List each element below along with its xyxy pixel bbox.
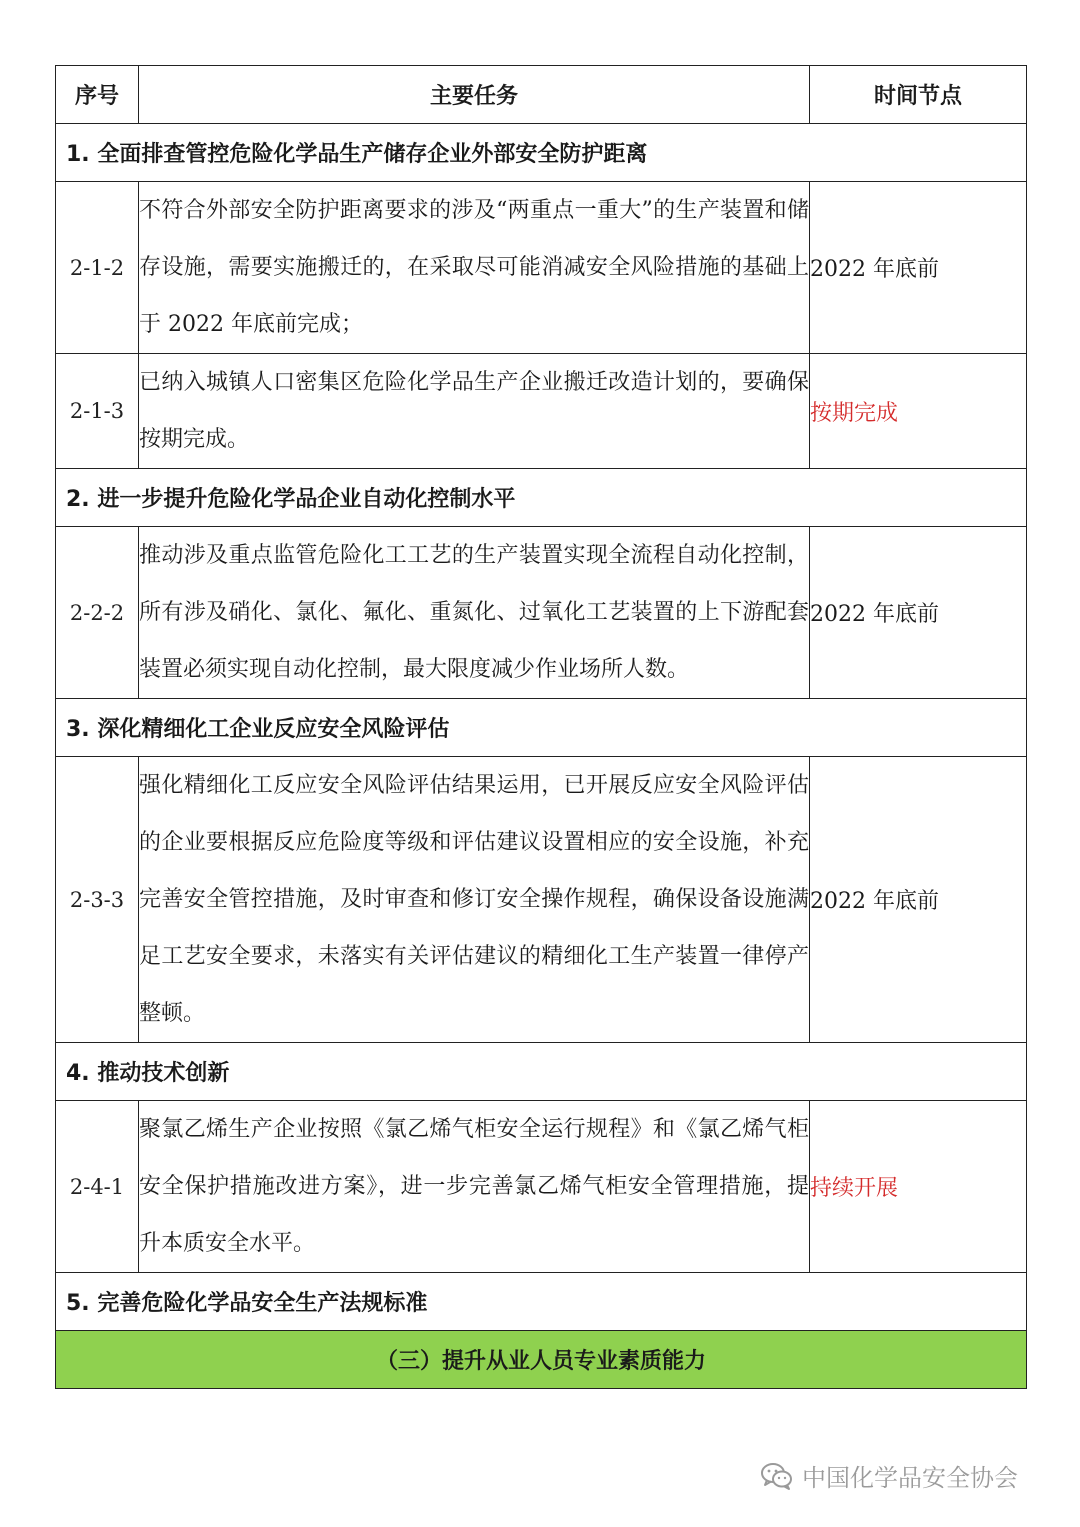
section-title: 4. 推动技术创新 (56, 1043, 1027, 1101)
header-no: 序号 (56, 66, 139, 124)
table-row (56, 182, 1027, 354)
wechat-icon (760, 1461, 794, 1491)
section-title: 3. 深化精细化工企业反应安全风险评估 (56, 699, 1027, 757)
header-task: 主要任务 (139, 66, 810, 124)
section-row (56, 1043, 1027, 1101)
section-row (56, 469, 1027, 527)
banner-title: （三）提升从业人员专业素质能力 (56, 1331, 1027, 1389)
task-number: 2-4-1 (56, 1101, 139, 1273)
task-number: 2-3-3 (56, 757, 139, 1043)
task-deadline: 按期完成 (810, 354, 1027, 469)
table-row (56, 757, 1027, 1043)
task-number: 2-1-2 (56, 182, 139, 354)
task-number: 2-2-2 (56, 527, 139, 699)
section-row (56, 1273, 1027, 1331)
task-deadline: 2022 年底前 (810, 757, 1027, 1043)
task-description: 已纳入城镇人口密集区危险化学品生产企业搬迁改造计划的，要确保按期完成。 (139, 354, 810, 469)
task-description: 聚氯乙烯生产企业按照《氯乙烯气柜安全运行规程》和《氯乙烯气柜安全保护措施改进方案》，进一步完善氯乙烯气柜安全管理措施，提升本质安全水平。 (139, 1101, 810, 1273)
header-row (56, 66, 1027, 124)
table-row (56, 354, 1027, 469)
header-time: 时间节点 (810, 66, 1027, 124)
watermark-text: 中国化学品安全协会 (802, 1464, 1018, 1492)
task-deadline: 持续开展 (810, 1101, 1027, 1273)
task-description: 推动涉及重点监管危险化工工艺的生产装置实现全流程自动化控制，所有涉及硝化、氯化、氟化、重氮化、过氧化工艺装置的上下游配套装置必须实现自动化控制，最大限度减少作业场所人数。 (139, 527, 810, 699)
section-row (56, 699, 1027, 757)
task-description: 不符合外部安全防护距离要求的涉及“两重点一重大”的生产装置和储存设施，需要实施搬迁的，在采取尽可能消减安全风险措施的基础上于 2022 年底前完成； (139, 182, 810, 354)
section-title: 5. 完善危险化学品安全生产法规标准 (56, 1273, 1027, 1331)
banner-row (56, 1331, 1027, 1389)
task-table (55, 65, 1027, 1389)
table-row (56, 1101, 1027, 1273)
section-row (56, 124, 1027, 182)
watermark (760, 1458, 1018, 1493)
task-number: 2-1-3 (56, 354, 139, 469)
table-row (56, 527, 1027, 699)
task-description: 强化精细化工反应安全风险评估结果运用，已开展反应安全风险评估的企业要根据反应危险度等级和评估建议设置相应的安全设施，补充完善安全管控措施，及时审查和修订安全操作规程，确保设备设施满足工艺安全要求，未落实有关评估建议的精细化工生产装置一律停产整顿。 (139, 757, 810, 1043)
task-deadline: 2022 年底前 (810, 182, 1027, 354)
task-deadline: 2022 年底前 (810, 527, 1027, 699)
section-title: 1. 全面排查管控危险化学品生产储存企业外部安全防护距离 (56, 124, 1027, 182)
section-title: 2. 进一步提升危险化学品企业自动化控制水平 (56, 469, 1027, 527)
